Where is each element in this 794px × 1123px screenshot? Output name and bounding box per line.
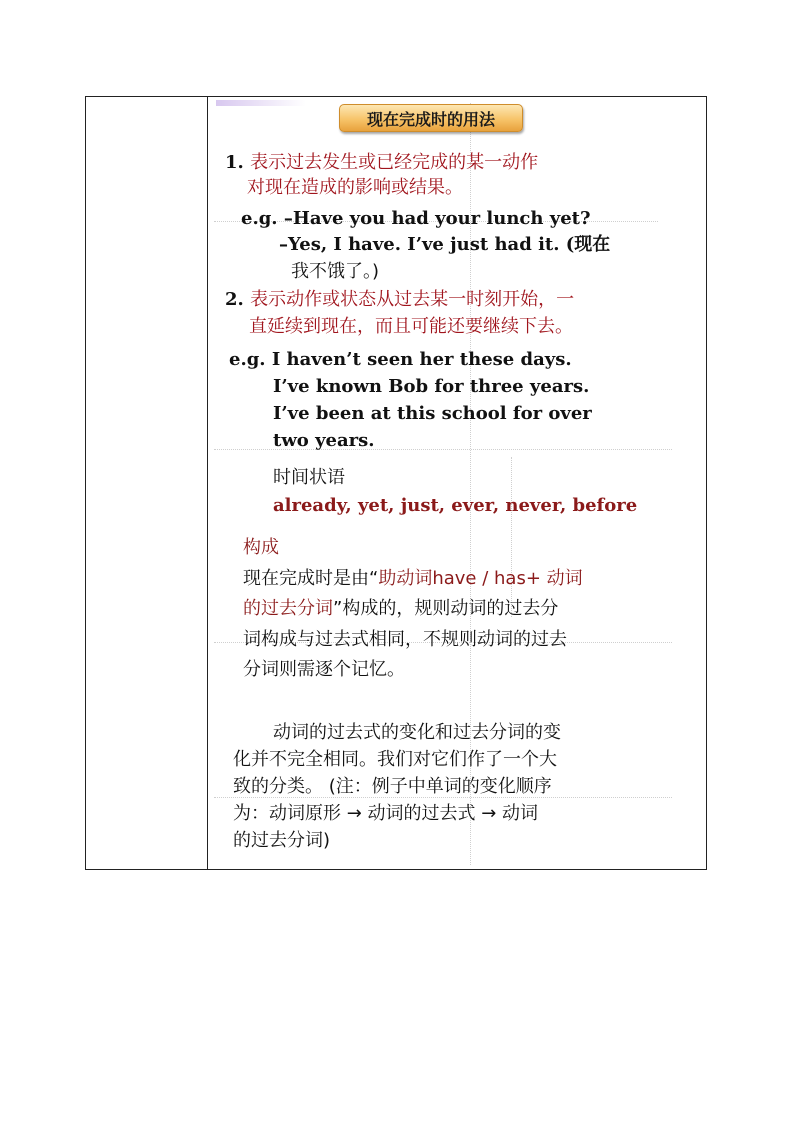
- usage-2-example-4: two years.: [273, 430, 375, 451]
- usage-1-example-2: –Yes, I have. I’ve just had it. (现在: [279, 234, 611, 255]
- usage-2-text: 表示动作或状态从过去某一时刻开始，一: [250, 289, 575, 310]
- usage-1-text: 表示过去发生或已经完成的某一动作: [250, 152, 539, 173]
- formation-line-4: 分词则需逐个记忆。: [243, 659, 405, 680]
- note-line-1: 动词的过去式的变化和过去分词的变: [273, 722, 561, 743]
- usage-1-example-3: 我不饿了。): [291, 261, 380, 282]
- slide-title: 现在完成时的用法: [339, 104, 523, 132]
- time-adverbials-label: 时间状语: [273, 467, 345, 488]
- column-divider: [207, 97, 208, 869]
- usage-2-line-1: [225, 289, 574, 311]
- usage-1-line-2: 对现在造成的影响或结果。: [247, 177, 463, 198]
- formation-highlight: 的过去分词: [243, 598, 333, 619]
- usage-2-line-2: 直延续到现在，而且可能还要继续下去。: [249, 316, 573, 337]
- usage-2-example-1: e.g. I haven’t seen her these days.: [229, 349, 572, 370]
- usage-1-number: 1.: [225, 152, 244, 173]
- time-adverbials-words: already, yet, just, ever, never, before: [273, 495, 638, 516]
- usage-2-example-3: I’ve been at this school for over: [273, 403, 592, 424]
- formation-line-3: 词构成与过去式相同，不规则动词的过去: [243, 629, 567, 650]
- note-line-4: 为：动词原形 → 动词的过去式 → 动词: [233, 803, 539, 824]
- usage-1-line-1: [225, 152, 538, 174]
- formation-text: 现在完成时是由“: [243, 568, 379, 589]
- usage-1-example-1: e.g. –Have you had your lunch yet?: [241, 208, 591, 229]
- note-line-3: 致的分类。 (注：例子中单词的变化顺序: [233, 776, 552, 797]
- note-line-2: 化并不完全相同。我们对它们作了一个大: [233, 749, 557, 770]
- note-line-5: 的过去分词): [233, 830, 331, 851]
- guide-line: [511, 457, 512, 617]
- formation-highlight: 助动词have / has+ 动词: [378, 568, 583, 589]
- formation-line-2: [243, 598, 558, 620]
- formation-text: ”构成的，规则动词的过去分: [333, 598, 559, 619]
- document-table: [85, 96, 707, 870]
- formation-heading: 构成: [243, 537, 279, 558]
- formation-line-1: [243, 568, 583, 590]
- usage-2-number: 2.: [225, 289, 244, 310]
- slide-corner-decoration: [216, 100, 306, 106]
- usage-2-example-2: I’ve known Bob for three years.: [273, 376, 590, 397]
